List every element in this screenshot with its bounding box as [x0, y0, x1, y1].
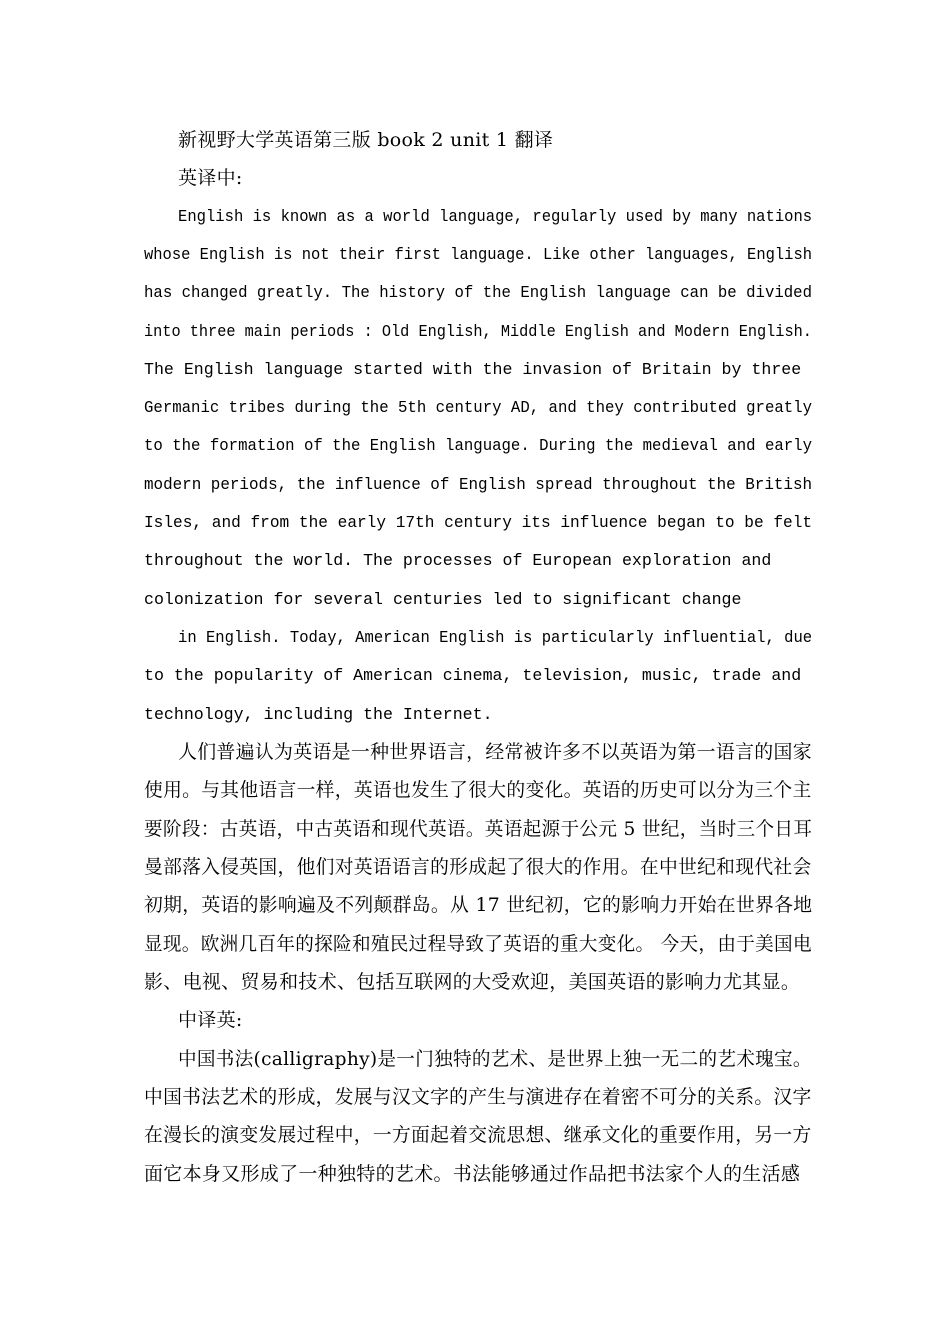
chinese-translation-line: 人们普遍认为英语是一种世界语言，经常被许多不以英语为第一语言的国家 [178, 741, 812, 763]
section-heading-en-to-zh: 英译中: [178, 167, 243, 189]
english-passage-line: The English language started with the invasion of Britain by three [144, 360, 802, 379]
english-passage-line: technology, including the Internet. [144, 705, 493, 724]
document-title: 新视野大学英语第三版 book 2 unit 1 翻译 [178, 129, 554, 151]
chinese-passage-line: 中国书法艺术的形成，发展与汉文字的产生与演进存在着密不可分的关系。汉字 [144, 1086, 812, 1108]
chinese-translation-line: 使用。与其他语言一样，英语也发生了很大的变化。英语的历史可以分为三个主 [144, 779, 812, 801]
chinese-translation-line: 显现。欧洲几百年的探险和殖民过程导致了英语的重大变化。 今天，由于美国电 [144, 933, 812, 955]
chinese-translation-line: 初期，英语的影响遍及不列颠群岛。从 17 世纪初，它的影响力开始在世界各地 [144, 894, 813, 916]
english-passage-line: whose English is not their first language. Like other languages, English [144, 245, 812, 264]
english-passage-line: to the popularity of American cinema, television, music, trade and [144, 666, 802, 685]
english-passage-line: into three main periods : Old English, Middle English and Modern English. [144, 322, 812, 341]
english-passage-line: colonization for several centuries led to significant change [144, 590, 742, 609]
english-passage-line: to the formation of the English language. During the medieval and early [144, 436, 812, 455]
english-passage-line: modern periods, the influence of English spread throughout the British [144, 475, 813, 494]
section-heading-zh-to-en: 中译英: [178, 1009, 243, 1031]
english-passage-line: has changed greatly. The history of the English language can be divided [144, 283, 812, 302]
chinese-translation-line: 曼部落入侵英国，他们对英语语言的形成起了很大的作用。在中世纪和现代社会 [144, 856, 812, 878]
english-passage-line: English is known as a world language, regularly used by many nations [178, 207, 813, 226]
english-passage-line: throughout the world. The processes of European exploration and [144, 551, 772, 570]
chinese-passage-line: 中国书法(calligraphy)是一门独特的艺术、是世界上独一无二的艺术瑰宝。 [178, 1048, 812, 1070]
chinese-translation-line: 要阶段：古英语，中古英语和现代英语。英语起源于公元 5 世纪，当时三个日耳 [144, 818, 813, 840]
english-passage-line: Isles, and from the early 17th century its influence began to be felt [144, 513, 813, 532]
english-passage-line: in English. Today, American English is particularly influential, due [178, 628, 813, 647]
chinese-passage-line: 面它本身又形成了一种独特的艺术。书法能够通过作品把书法家个人的生活感 [144, 1163, 801, 1185]
english-passage-line: Germanic tribes during the 5th century AD, and they contributed greatly [144, 398, 812, 417]
chinese-translation-line: 影、电视、贸易和技术、包括互联网的大受欢迎，美国英语的影响力尤其显。 [144, 971, 801, 993]
chinese-passage-line: 在漫长的演变发展过程中，一方面起着交流思想、继承文化的重要作用，另一方 [144, 1124, 812, 1146]
